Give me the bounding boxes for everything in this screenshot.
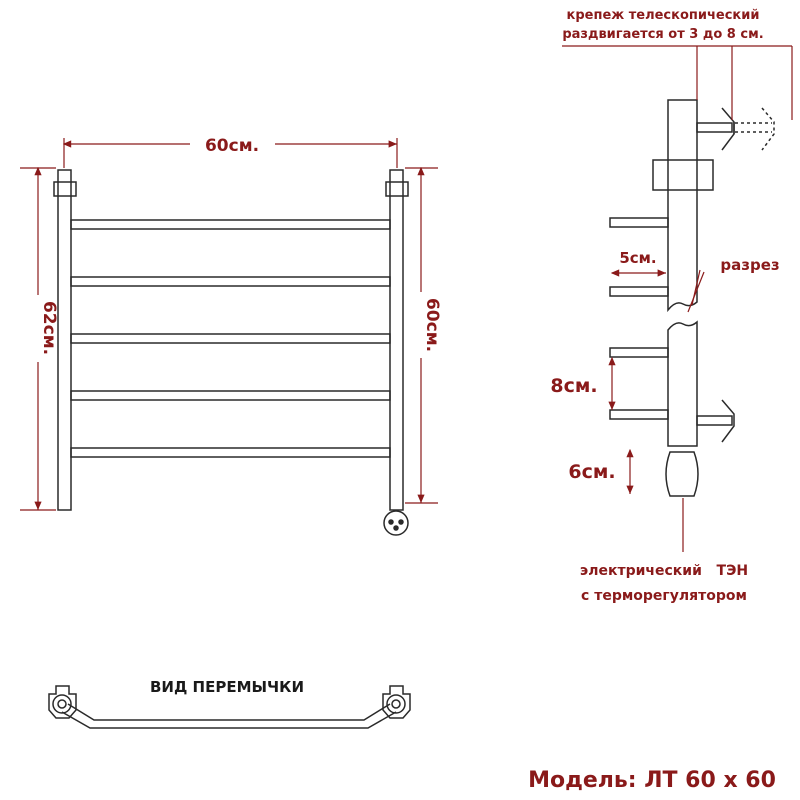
side-mount-block (653, 160, 713, 190)
crossbar-2 (71, 277, 390, 286)
side-crossbar-1 (610, 218, 668, 227)
side-post-upper (668, 100, 697, 310)
crossbar-1 (71, 220, 390, 229)
right-post (390, 170, 403, 510)
heater-icon (666, 452, 698, 496)
mount-label-line1: крепеж телескопический (566, 8, 760, 23)
model-label: Модель: ЛТ 60 х 60 (528, 768, 776, 793)
heater-label-line1: электрический ТЭН (579, 563, 749, 579)
height-right-label: 60см. (422, 297, 442, 353)
front-view (54, 170, 408, 535)
side-crossbar-2 (610, 287, 668, 296)
telescopic-extension (735, 108, 774, 150)
side-view (610, 100, 774, 496)
heater-height-label: 6см. (568, 461, 616, 483)
heater-label-line2: с терморегулятором (581, 588, 747, 604)
spacing-label: 8см. (550, 375, 598, 397)
side-post-lower (668, 322, 697, 446)
jumper-title: ВИД ПЕРЕМЫЧКИ (149, 678, 305, 696)
crossbar-4 (71, 391, 390, 400)
front-dimensions (20, 138, 438, 510)
depth-label: 5см. (619, 249, 657, 267)
crossbar-5 (71, 448, 390, 457)
right-nut-icon (383, 686, 410, 718)
lower-wall-rod (697, 416, 732, 425)
plug-icon (384, 511, 408, 535)
section-label: разрез (720, 256, 780, 274)
side-crossbar-4 (610, 410, 668, 419)
left-nut-icon (49, 686, 76, 718)
side-crossbar-3 (610, 348, 668, 357)
crossbar-3 (71, 334, 390, 343)
height-left-label: 62см. (39, 300, 59, 356)
upper-wall-rod (697, 123, 732, 132)
mount-label-line2: раздвигается от 3 до 8 см. (562, 27, 764, 42)
width-label: 60см. (204, 136, 260, 156)
